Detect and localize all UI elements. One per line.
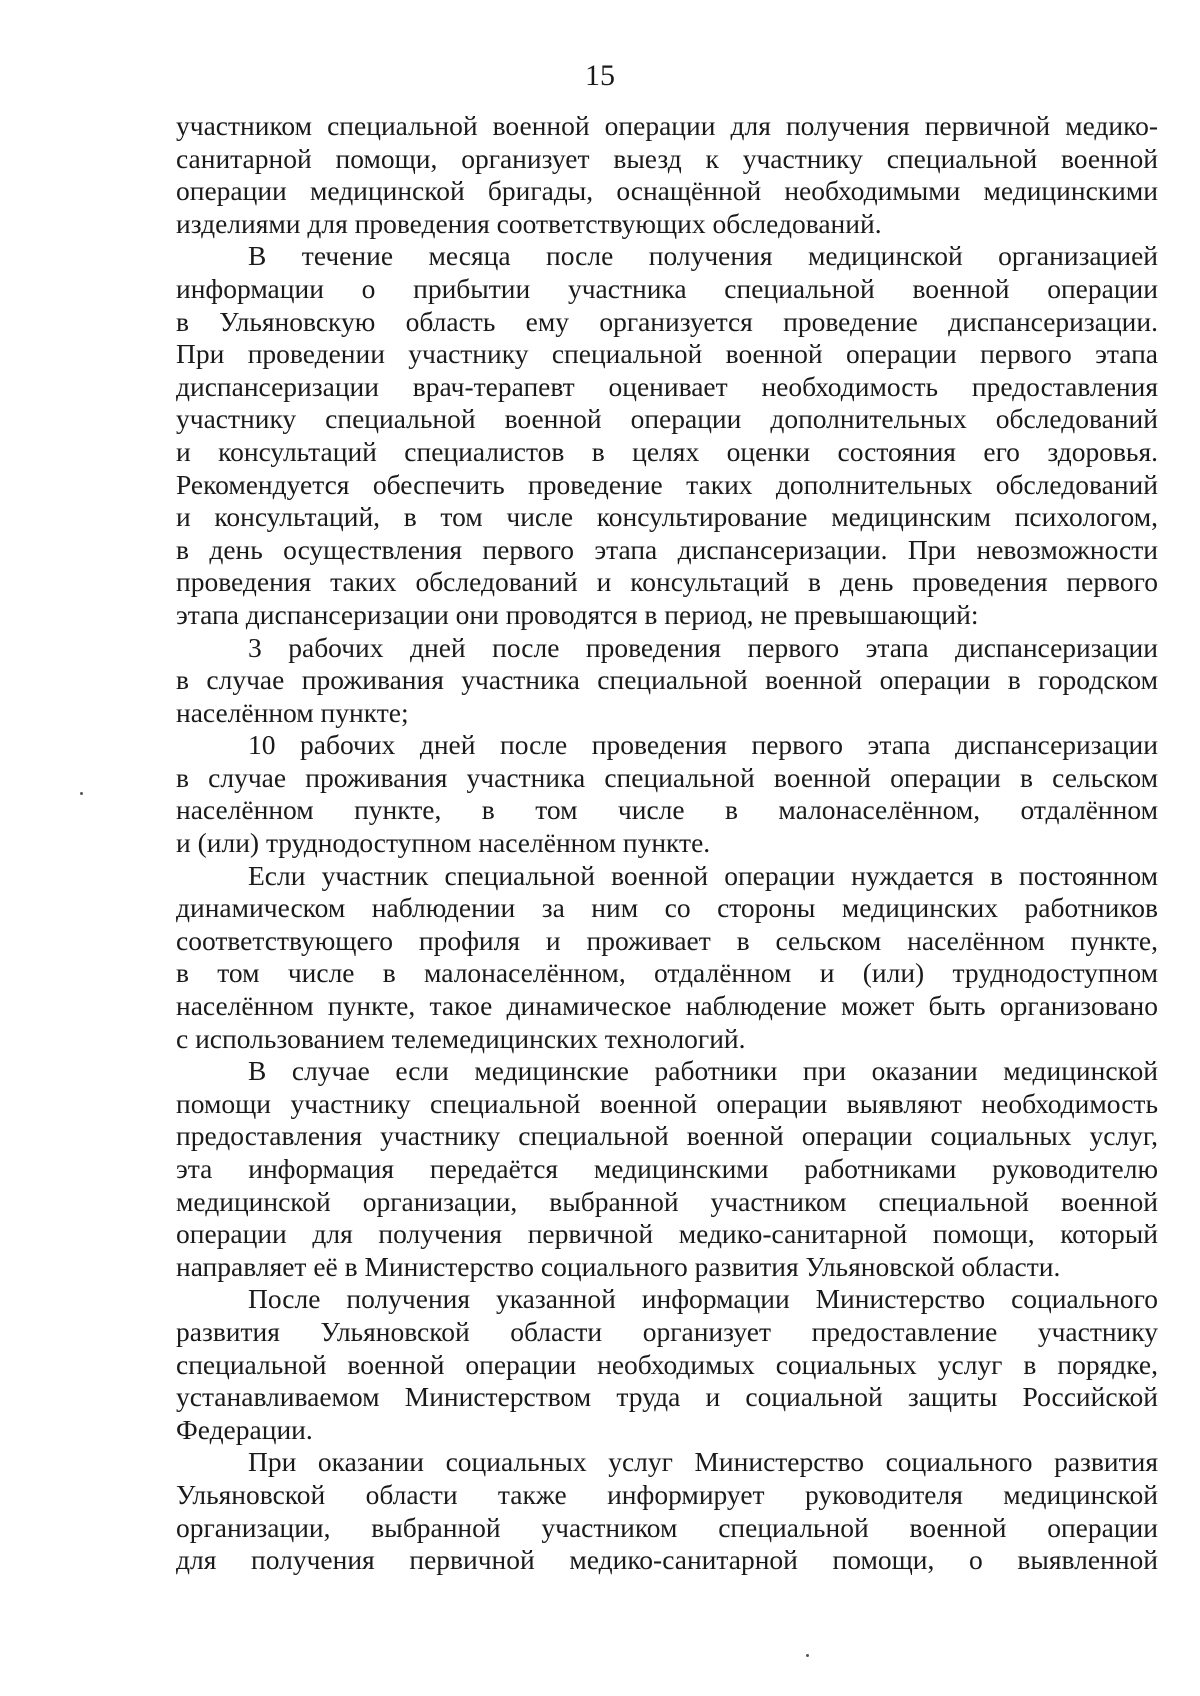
paragraph (176, 632, 1158, 730)
text-line: и (или) труднодоступном населённом пункте. (176, 827, 711, 859)
text-line: и консультаций специалистов в целях оценки состояния его здоровья. (176, 435, 1158, 467)
text-line: специальной военной операции необходимых социальных услуг в порядке, (176, 1348, 1158, 1380)
text-line: При проведении участнику специальной военной операции первого этапа (176, 338, 1158, 370)
paragraph (176, 110, 1158, 240)
paragraph (176, 729, 1158, 859)
paragraph (176, 1283, 1158, 1446)
text-line: санитарной помощи, организует выезд к участнику специальной военной (176, 142, 1158, 174)
paragraph (176, 240, 1158, 631)
page-number: 15 (585, 59, 615, 92)
text-line: динамическом наблюдении за ним со стороны медицинских работников (176, 892, 1158, 924)
text-line: медицинской организации, выбранной участником специальной военной (176, 1185, 1158, 1217)
text-line: При оказании социальных услуг Министерство социального развития (248, 1446, 1158, 1478)
text-line: с использованием телемедицинских технологий. (176, 1022, 746, 1054)
paragraph (176, 860, 1158, 1056)
text-line: устанавливаемом Министерством труда и социальной защиты Российской (176, 1381, 1158, 1413)
text-line: населённом пункте, в том числе в малонаселённом, отдалённом (176, 794, 1158, 826)
text-line: в день осуществления первого этапа диспансеризации. При невозможности (176, 533, 1158, 565)
text-line: эта информация передаётся медицинскими работниками руководителю (176, 1153, 1158, 1184)
document-body (176, 110, 1158, 1577)
text-line: населённом пункте; (176, 696, 409, 728)
text-line: участнику специальной военной операции дополнительных обследований (176, 403, 1158, 435)
text-line: информации о прибытии участника специальной военной операции (176, 272, 1158, 304)
text-line: развития Ульяновской области организует предоставление участнику (176, 1315, 1158, 1347)
text-line: в Ульяновскую область ему организуется проведение диспансеризации. (176, 305, 1158, 337)
text-line: помощи участнику специальной военной операции выявляют необходимость (176, 1087, 1158, 1119)
text-line: 3 рабочих дней после проведения первого этапа диспансеризации (248, 631, 1158, 663)
text-line: этапа диспансеризации они проводятся в период, не превышающий: (176, 598, 979, 630)
text-line: в случае проживания участника специальной военной операции в сельском (176, 761, 1158, 793)
text-line: населённом пункте, такое динамическое наблюдение может быть организовано (176, 990, 1158, 1022)
text-line: предоставления участнику специальной военной операции социальных услуг, (176, 1120, 1158, 1152)
paragraph (176, 1446, 1158, 1576)
scan-speck (80, 792, 83, 795)
text-line: Рекомендуется обеспечить проведение таких дополнительных обследований (176, 468, 1158, 500)
text-line: Если участник специальной военной операции нуждается в постоянном (248, 859, 1158, 891)
text-line: В случае если медицинские работники при оказании медицинской (248, 1055, 1158, 1087)
text-line: операции медицинской бригады, оснащённой необходимыми медицинскими (176, 175, 1158, 207)
text-line: операции для получения первичной медико-санитарной помощи, который (176, 1218, 1158, 1250)
text-line: 10 рабочих дней после проведения первого этапа диспансеризации (248, 729, 1158, 761)
text-line: Федерации. (176, 1413, 313, 1445)
text-line: в случае проживания участника специальной военной операции в городском (176, 664, 1158, 696)
text-line: соответствующего профиля и проживает в сельском населённом пункте, (176, 924, 1158, 956)
paragraph (176, 1055, 1158, 1283)
text-line: и консультаций, в том числе консультирование медицинским психологом, (176, 501, 1158, 533)
text-line: проведения таких обследований и консультаций в день проведения первого (176, 566, 1158, 598)
text-line: В течение месяца после получения медицинской организацией (248, 240, 1158, 272)
text-line: изделиями для проведения соответствующих обследований. (176, 207, 882, 239)
text-line: После получения указанной информации Министерство социального (248, 1283, 1158, 1315)
text-line: направляет её в Министерство социального развития Ульяновской области. (176, 1250, 1061, 1282)
text-line: диспансеризации врач-терапевт оценивает необходимость предоставления (176, 370, 1158, 402)
text-line: для получения первичной медико-санитарной помощи, о выявленной (176, 1544, 1158, 1576)
text-line: организации, выбранной участником специальной военной операции (176, 1511, 1158, 1543)
text-line: Ульяновской области также информирует руководителя медицинской (176, 1478, 1158, 1510)
text-line: участником специальной военной операции для получения первичной медико- (176, 110, 1158, 141)
scan-speck (806, 1654, 809, 1657)
text-line: в том числе в малонаселённом, отдалённом и (или) труднодоступном (176, 957, 1158, 989)
